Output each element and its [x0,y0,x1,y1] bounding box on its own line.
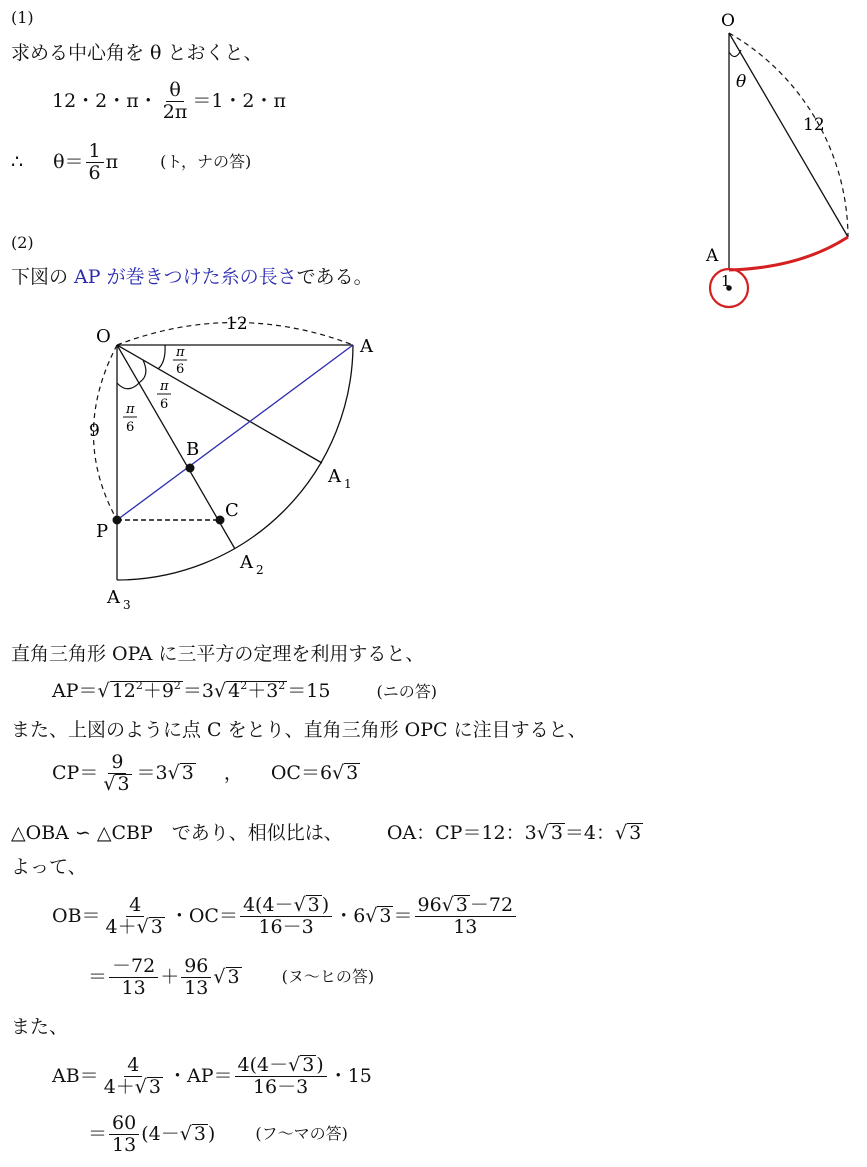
ap-mid: ＝3 [182,680,214,702]
d2-label-o: O [96,326,111,347]
d2-label-p: P [96,521,109,542]
ab-mid: ・AP＝ [167,1064,233,1087]
d2-label-12: 12 [226,314,248,334]
ob-eq: OB＝ [52,904,101,927]
d1-label-a: A [706,246,719,266]
ob-frac-1 [103,895,168,938]
ab-f2-num-rad: 3 [302,1054,315,1076]
ob2-eq: ＝ [88,965,108,988]
ob-f3-num-a: 96 [417,894,442,916]
cp-den-rad: 3 [117,772,130,795]
ab2-b: ) [207,1122,216,1145]
d2-label-a2: A [240,552,253,573]
ab-mul: ・15 [328,1064,372,1087]
cp-den: √ 3 [103,772,130,795]
eq-left: 12・2・π・ [52,89,158,112]
ob2-f1-num: －72 [109,956,158,978]
sim-text: △OBA ∽ △CBP であり、相似比は、 [11,822,343,844]
ob-f2-num: 4(4－√ 3 ) [240,895,332,917]
d1-label-o: O [721,11,735,31]
ab2-den: 13 [112,1133,137,1156]
ob-frac-2 [240,895,332,938]
d1-label-theta: θ [736,72,747,92]
ab-equation-2: ＝ $\frac{60}{13}$ (4－ √ 3 ) (フ～マの答) [88,1112,348,1156]
ab-f1-num: 4 [124,1055,142,1077]
ob-mul: ・6 [334,904,366,927]
ap-plus2: ＋3 [247,680,279,702]
d2-label-9: 9 [89,421,100,441]
ab-equation [52,1055,372,1098]
oc-eq: OC＝6 [270,761,333,784]
ap-r2-sup: 2 [240,679,248,692]
ob2-f1-den: 13 [121,976,146,999]
d2-label-c: C [225,500,239,521]
ab-note: (フ～マの答) [255,1124,348,1144]
d2-label-a: A [360,336,373,357]
angle-label-2 [157,379,171,412]
part1-intro: 求める中心角を θ とおくと、 [11,42,263,64]
cp-num: 9 [108,752,126,774]
theta-tail: π [105,150,119,173]
ob-f2-num-b: ) [321,894,330,916]
ap-plus: ＋9 [142,680,174,702]
part2-intro-before: 下図の [11,266,75,288]
theta-den: 6 [88,161,101,184]
theta-num: 1 [86,141,104,163]
ab-eq: AB＝ [52,1064,99,1087]
ap-r1-sup: 2 [135,679,143,692]
ab-frac-1 [101,1055,166,1098]
angle-1-den: 6 [176,362,185,377]
oc-rad: 3 [346,761,359,784]
part2-intro-after: である。 [296,266,373,288]
cp-rad: 3 [181,761,194,784]
d2-label-a3: A [107,587,120,608]
angle-1-num: π [176,345,185,360]
d2-label-b: B [186,439,200,460]
d1-label-12: 12 [803,115,825,135]
cp-eq: CP＝ [52,761,99,784]
ap-eq: AP＝ [52,680,98,702]
angle-3-den: 6 [126,420,135,435]
mata: また、 [11,1016,69,1038]
ap-r1: 12 [111,680,136,702]
answer-note-to-na: (ト，ナの答) [160,152,252,172]
ap-r1-sup2: 2 [173,679,181,692]
ab-f1-den: 4＋√ 3 [103,1075,161,1098]
ob-f1-den-rad: 3 [150,915,163,938]
ab-f2-num-a: 4(4－ [237,1054,289,1076]
ab2-rad: 3 [193,1122,206,1145]
ratio-rad2: 3 [629,822,642,844]
ab-f1-den-a: 4＋ [103,1075,135,1098]
cp-result: ＝3 [136,761,168,784]
ob-equation-2: ＝ $\frac{-72}{13}$ ＋ $\frac{96}{13}$ √ 3 (ヌ～ヒの答) [88,955,375,999]
ob-equation: OB＝ $\frac{4}{4+√ 3}$ ・OC＝ $\frac{4(4-√ 3 )}{16-3}$ ・6 √ 3 ＝ $\frac{96√ 3 -72}{13}$ [52,895,518,938]
ap-note: (ニの答) [376,682,438,701]
ob-f2-num-a: 4(4－ [242,894,294,916]
ob-f1-den: 4＋√ 3 [105,915,163,938]
theta-eq: θ＝ [53,150,84,173]
ap-result: ＝15 [287,680,331,702]
ratio-tail: ＝4： [564,822,616,844]
cp-oc-equation: CP＝ $\frac{9}{√ 3}$ ＝3 √ 3 ， OC＝6 √ 3 [52,751,359,795]
ob-note: (ヌ～ヒの答) [281,967,375,987]
eq-frac-den: 2π [162,100,188,123]
ob2-frac-1 [109,956,158,999]
ob2-rad: 3 [227,965,240,988]
ob-frac-3 [415,895,517,938]
cp-fraction [100,752,134,795]
angle-3-num: π [126,402,135,417]
d2-label-a1: A [328,466,341,487]
ab-frac-2 [235,1055,327,1098]
ab-f2-num-b: ) [316,1054,324,1076]
line-pythagoras-intro: 直角三角形 OPA に三平方の定理を利用すると、 [11,643,425,665]
ob-f1-den-a: 4＋ [105,915,137,938]
similarity-line: △OBA ∽ △CBP であり、相似比は、 OA：CP＝12：3√ 3 ＝4：√ 3 [11,822,642,844]
ap-sqrt-2: √ $4^2+3^2$ [214,679,286,702]
ob-f2-den: 16－3 [258,915,314,938]
yotte: よって、 [11,856,87,878]
ob-f2-num-rad: 3 [307,894,320,916]
ob-mul-rad: 3 [379,904,392,927]
ob-f3-num-b: －72 [469,894,514,916]
ab-f1-den-rad: 3 [148,1075,161,1098]
d2-label-a2-sub: 2 [256,563,264,577]
ab2-a: (4－ [141,1122,180,1145]
ap-equation [52,681,437,702]
ab2-eq: ＝ [88,1122,108,1145]
ratio-rad: 3 [550,822,563,844]
line-point-c-intro: また、上図のように点 C をとり、直角三角形 OPC に注目すると、 [11,719,587,741]
ob-f3-num-rad: 3 [455,894,468,916]
angle-2-den: 6 [160,397,169,412]
ob-eq2: ＝ [393,904,413,927]
ob2-f2-den: 13 [184,976,209,999]
ob2-frac-2 [181,956,211,999]
ab2-num: 60 [109,1113,139,1135]
ab-f2-den: 16－3 [252,1075,309,1098]
part2-intro-blue: AP が巻きつけた糸の長さ [74,266,297,288]
ob2-f2-num: 96 [181,956,211,978]
d2-label-a3-sub: 3 [123,598,131,612]
ob-f3-den: 13 [453,915,478,938]
therefore-symbol: ∴ [11,150,24,173]
ob-f1-num: 4 [126,895,144,917]
ob-mid: ・OC＝ [169,904,238,927]
cp-sep: ， [223,761,243,784]
angle-label-3 [123,402,137,435]
ap-r2: 4 [228,680,241,702]
ab-f2-num: 4(4－√ 3 ) [235,1055,327,1077]
ap-sqrt-1: √ $12^2+9^2$ [97,679,181,702]
part2-heading: (2) [11,233,34,252]
d2-label-a1-sub: 1 [344,477,352,491]
d1-label-1: 1 [721,272,731,290]
angle-label-1 [173,345,187,377]
ratio-text: OA：CP＝12：3 [386,822,537,844]
ap-r2-sup2: 2 [278,679,286,692]
ab2-frac [109,1113,139,1156]
part1-heading: (1) [11,8,34,27]
eq-right: ＝1・2・π [192,89,287,112]
ob-f3-num: 96√ 3 －72 [415,895,517,917]
eq-frac-num: θ [166,80,183,102]
ob2-plus: ＋ [160,965,180,988]
angle-2-num: π [160,379,169,394]
